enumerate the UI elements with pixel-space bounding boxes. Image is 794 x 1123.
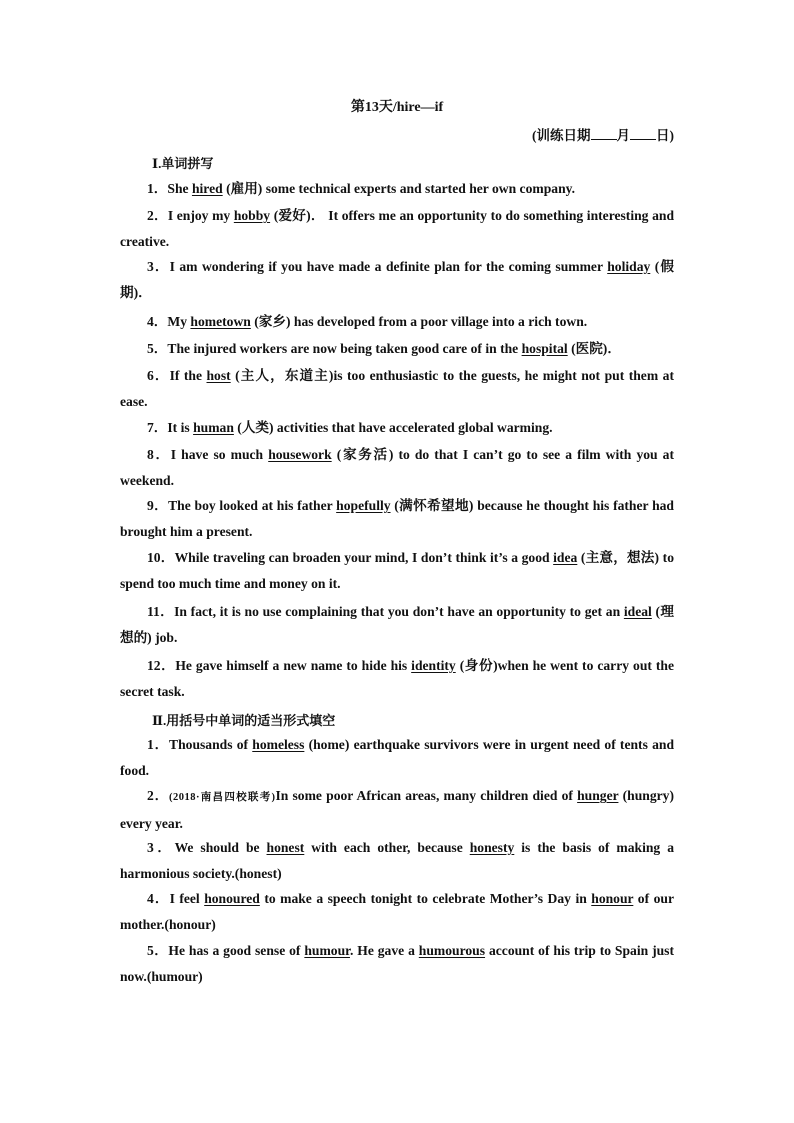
answer-blank: human [193,420,234,435]
s2-item-2 [120,783,674,837]
item-text: It is [167,420,194,435]
item-number: 9． [147,498,169,513]
item-text: (home) earthquake survivors were in urgent need of tents and food. [120,737,674,778]
answer-blank: honour [591,891,634,906]
s1-item-2 [120,203,674,255]
item-number: 4． [147,891,170,906]
item-number: 2． [147,208,168,223]
section2-heading: Ⅱ.用括号中单词的适当形式填空 [152,713,336,728]
training-date-line [532,124,674,144]
item-text: (假期)． [120,259,674,300]
s1-item-3 [120,254,674,306]
item-text: If the [169,368,207,383]
s1-item-4 [120,309,674,335]
answer-blank: hopefully [336,498,391,513]
item-number: 6． [147,368,170,383]
item-number: 11． [147,604,175,619]
item-text: In some poor African areas, many children died of [275,788,578,803]
item-text: The boy looked at his father [168,498,337,513]
month-label: 月 [616,128,630,143]
item-number: 3． [147,840,175,855]
item-text: We should be [174,840,267,855]
s1-item-8 [120,442,674,494]
item-number: 4． [147,314,168,329]
item-number: 5． [147,341,168,356]
answer-blank: honest [266,840,305,855]
s2-item-4 [120,886,674,938]
s1-item-9 [120,493,674,545]
item-text: . He gave a [349,943,419,958]
item-text: I am wondering if you have made a definite plan for the coming summer [169,259,608,274]
item-text: Thousands of [169,737,253,752]
answer-blank: ideal [623,604,652,619]
answer-blank: hobby [233,208,271,223]
item-text: with each other, because [304,840,470,855]
answer-blank: identity [411,658,456,673]
item-text: My [167,314,191,329]
s2-item-3 [120,835,674,887]
answer-blank: housework [268,447,332,462]
answer-blank: holiday [607,259,651,274]
item-text: is the basis of making a harmonious society.(honest) [120,840,675,881]
s1-item-1 [120,176,674,202]
answer-blank: hospital [521,341,568,356]
item-number: 8． [147,447,171,462]
item-text: (理想的) job. [120,604,675,645]
item-text: He has a good sense of [168,943,305,958]
s1-item-7 [120,415,674,441]
item-text: (家乡) has developed from a poor village into a rich town. [250,314,588,329]
item-number: 10． [147,550,175,565]
item-text: (主意，想法) to spend too much time and money on it. [120,550,674,591]
source-note: (2018·南昌四校联考) [168,792,276,803]
day-label: 日) [656,128,674,143]
item-text: The injured workers are now being taken good care of in the [167,341,522,356]
s2-item-1 [120,732,674,784]
answer-blank: humour [304,943,350,958]
s1-item-11 [120,599,674,651]
item-text: I have so much [170,447,269,462]
answer-blank: hometown [190,314,251,329]
item-number: 7． [147,420,168,435]
item-number: 1． [147,737,170,752]
s1-item-10 [120,545,674,597]
item-number: 5． [147,943,169,958]
item-text: She [167,181,192,196]
section1-heading: Ⅰ.单词拼写 [152,156,214,171]
item-text: (满怀希望地) because he thought his father had brought him a present. [120,498,674,539]
answer-blank: idea [553,550,578,565]
item-text: While traveling can broaden your mind, I don’t think it’s a good [174,550,554,565]
item-text: (hungry) every year. [120,788,674,831]
s1-item-5 [120,336,674,362]
item-text: account of his trip to Spain just now.(humour) [120,943,674,984]
page-title: 第13天/hire—if [350,100,444,115]
item-text: (人类) activities that have accelerated global warming. [233,420,553,435]
item-text: (医院)． [567,341,621,356]
item-text: (主人，东道主)is too enthusiastic to the guests, he might not put them at ease. [120,368,674,409]
item-number: 1． [147,181,168,196]
answer-blank: hunger [577,788,619,803]
item-text: to make a speech tonight to celebrate Mother’s Day in [259,891,592,906]
item-text: In fact, it is no use complaining that you don’t have an opportunity to get an [174,604,624,619]
answer-blank: humourous [418,943,486,958]
item-text: (雇用) some technical experts and started her own company. [222,181,576,196]
item-text: (身份)when he went to carry out the secret task. [120,658,674,699]
item-text: He gave himself a new name to hide his [175,658,412,673]
item-number: 3． [147,259,170,274]
s2-item-5 [120,938,674,990]
s1-item-12 [120,653,674,705]
answer-blank: honesty [469,840,515,855]
item-text: I feel [169,891,205,906]
answer-blank: hired [191,181,223,196]
item-number: 2． [147,788,169,803]
s1-item-6 [120,363,674,415]
answer-blank: honoured [204,891,260,906]
answer-blank: homeless [252,737,305,752]
month-blank[interactable] [591,127,617,140]
answer-blank: host [206,368,231,383]
day-blank[interactable] [630,127,656,140]
item-text: (家务活) to do that I can’t go to see a film with you at weekend. [120,447,675,488]
item-number: 12． [147,658,176,673]
item-text: of our mother.(honour) [120,891,675,932]
item-text: I enjoy my [167,208,234,223]
date-prefix: (训练日期 [532,128,591,143]
item-text: (爱好)． It offers me an opportunity to do something interesting and creative. [120,208,675,249]
